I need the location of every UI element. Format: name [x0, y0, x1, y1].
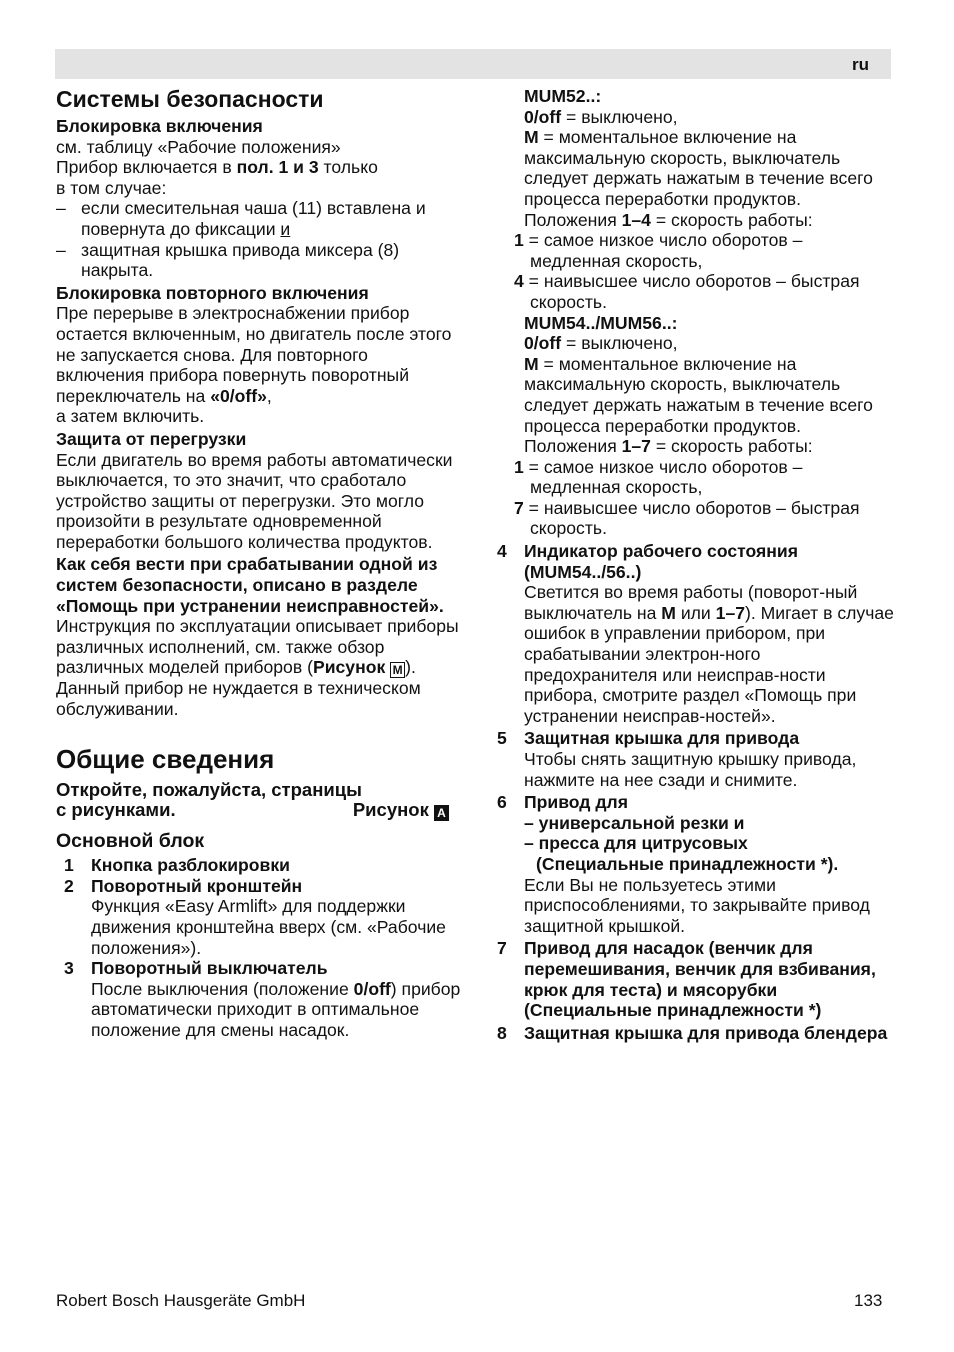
item-5-text: Чтобы снять защитную крышку привода, нажмите на нее сзади и снимите. [524, 749, 857, 790]
mum52-title: MUM52..: [524, 86, 602, 106]
restart-text: Пре перерыве в электроснабжении прибор остается включенным, но двигатель после этого не запускается снова. Для повторного включения прибора повернуть поворотный переключатель на «0/off», [56, 303, 452, 406]
item-2: 2 Поворотный кронштейн [64, 875, 303, 896]
open-pages-line1: Откройте, пожалуйста, страницы [56, 778, 362, 800]
item-8: 8 Защитная крышка для привода блендера [497, 1022, 888, 1043]
mum54-m: M = моментальное включение на максимальную скорость, выключатель следует держать нажатым в течение всего процесса переработки продуктов. [524, 353, 873, 436]
mum52-m: M = моментальное включение на максимальную скорость, выключатель следует держать нажатым в течение всего процесса переработки продуктов. [524, 127, 873, 209]
mum54-off: 0/off = выключено, [524, 333, 678, 354]
mum52-speed-1: 1 = самое низкое число оборотов – медленная скорость, [514, 230, 803, 271]
lock-line3: в том случае: [56, 177, 167, 198]
mum54-speed-7: 7 = наивысшее число оборотов – быстрая скорость. [514, 497, 860, 539]
item-7: 7 Привод для насадок (венчик для перемешивания, венчик для взбивания, крюк для теста) и мясорубки (Специальные принадлежности *) [497, 938, 876, 1021]
overload-title: Защита от перегрузки [56, 428, 247, 449]
instruction-text: Инструкция по эксплуатации описывает приборы различных исполнений, см. также обзор различных моделей приборов (Рисунок M ). Данный прибор не нуждается в техническом обслуживании. [56, 616, 459, 720]
header-bar [55, 49, 891, 79]
mum54-positions: Положения 1–7 = скорость работы: [524, 436, 813, 457]
item-4: 4 Индикатор рабочего состояния (MUM54../56..) [497, 541, 799, 582]
restart-text-2: а затем включить. [56, 406, 205, 427]
mum54-speed-1: 1 = самое низкое число оборотов – медленная скорость, [514, 456, 803, 498]
item-6-line3: (Специальные принадлежности *). [536, 853, 839, 874]
right-column [497, 86, 897, 1043]
item-6-line1: – универсальной резки и [524, 812, 745, 833]
overload-text: Если двигатель во время работы автоматически выключается, то это значит, что сработало устройство защиты от перегрузки. Это могло произойти в результате одновременной переработки большого количества продуктов. [56, 449, 453, 552]
lock-title: Блокировка включения [56, 116, 263, 136]
lock-condition-1: – если смесительная чаша (11) вставлена и повернута до фиксации и [56, 198, 461, 239]
item-2-text: Функция «Easy Armlift» для поддержки движения кронштейна вверх (см. «Рабочие положения»). [91, 896, 446, 958]
page-number: 133 [854, 1291, 883, 1310]
footer-company: Robert Bosch Hausgeräte GmbH [56, 1291, 306, 1310]
general-title: Общие сведения [56, 743, 275, 774]
lock-condition-2: – защитная крышка привода миксера (8) накрыта. [56, 240, 461, 281]
left-column [56, 86, 461, 1041]
base-unit-title: Основной блок [56, 830, 205, 853]
language-label: ru [852, 55, 869, 74]
item-6-text: Если Вы не пользуетесь этими приспособлениями, то закрывайте привод защитной крышкой. [524, 874, 870, 936]
item-6-line2: – пресса для цитрусовых [524, 833, 748, 854]
item-3: 3 Поворотный выключатель [64, 958, 328, 979]
how-to-act-note: Как себя вести при срабатывании одной из систем безопасности, описано в разделе «Помощь при устранении неисправностей». [56, 554, 444, 616]
mum54-title: MUM54../MUM56..: [524, 312, 678, 333]
item-6: 6 Привод для [497, 792, 628, 813]
mum52-positions: Положения 1–4 = скорость работы: [524, 209, 813, 230]
mum52-speed-4: 4 = наивысшее число оборотов – быстрая скорость. [514, 271, 860, 312]
item-1: 1 Кнопка разблокировки [64, 855, 290, 876]
lock-line2: Прибор включается в пол. 1 и 3 только [56, 157, 378, 178]
open-pages-line2: с рисунками. Рисунок A [56, 800, 461, 821]
safety-title: Системы безопасности [56, 86, 324, 112]
lock-line1: см. таблицу «Рабочие положения» [56, 136, 341, 157]
item-4-text: Светится во время работы (поворот-ный выключатель на M или 1–7). Мигает в случае ошибок в управлении прибором, при срабатывании электрон-ного предохранителя или неисправ-ности прибора, смотрите раздел «Помощь при устранении неисправ-ностей». [524, 582, 894, 726]
figure-m-icon: M [390, 662, 405, 678]
restart-title: Блокировка повторного включения [56, 282, 369, 303]
mum52-off: 0/off = выключено, [524, 106, 678, 127]
figure-a-icon: A [434, 805, 449, 821]
item-3-text: После выключения (положение 0/off) прибор автоматически приходит в оптимальное положение для смены насадок. [91, 978, 461, 1040]
item-5: 5 Защитная крышка для привода [497, 728, 800, 749]
